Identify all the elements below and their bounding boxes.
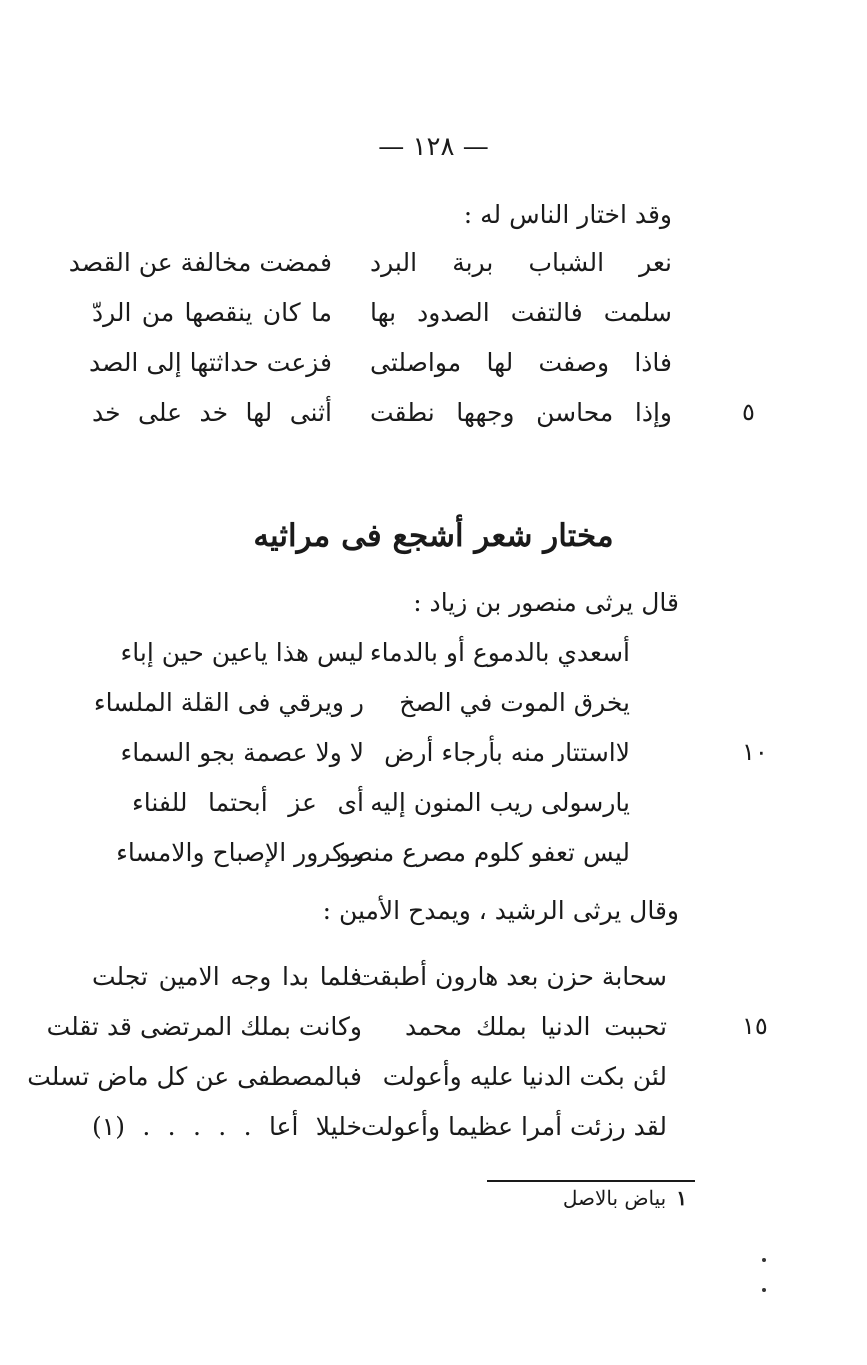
- line-number: ١٥: [742, 1012, 768, 1040]
- margin-dot: [762, 1288, 766, 1292]
- verse-second-hemistich: فبالمصطفى عن كل ماض تسلت: [27, 1062, 362, 1091]
- verse-line: [0, 738, 867, 788]
- verse-second-hemistich: فزعت حداثتها إلى الصد: [89, 348, 332, 377]
- verse-second-hemistich: ر كرور الإصباح والامساء: [116, 838, 364, 867]
- verse-second-hemistich: ليس هذا ياعين حين إباء: [120, 638, 364, 667]
- verse-second-hemistich: وكانت بملك المرتضى قد تقلت: [46, 1012, 362, 1041]
- verse-second-hemistich: أى عز أبحتما للفناء: [132, 788, 364, 817]
- verse-line: [0, 688, 867, 738]
- verse-first-hemistich: يخرق الموت في الصخ: [399, 688, 630, 717]
- verse-first-hemistich: يارسولى ريب المنون إليه: [370, 788, 630, 817]
- page-number: — ١٢٨ —: [378, 132, 489, 162]
- intro-line-3: وقال يرثى الرشيد ، ويمدح الأمين :: [322, 896, 679, 925]
- verse-line: [0, 788, 867, 838]
- verse-line: [0, 348, 867, 398]
- verse-second-hemistich: خليلا أعا . . . . . (١): [92, 1112, 362, 1141]
- verse-second-hemistich: لا ولا عصمة بجو السماء: [120, 738, 364, 767]
- verse-first-hemistich: نعر الشباب بربة البرد: [370, 248, 672, 277]
- verse-second-hemistich: فلما بدا وجه الامين تجلت: [92, 962, 362, 991]
- verse-first-hemistich: وإذا محاسن وجهها نطقت: [370, 398, 672, 427]
- verse-first-hemistich: لااستتار منه بأرجاء أرض: [384, 738, 630, 767]
- footnote-number: ١: [676, 1186, 687, 1210]
- verse-line: [0, 1012, 867, 1062]
- verse-line: [0, 1062, 867, 1112]
- verse-first-hemistich: لئن بكت الدنيا عليه وأعولت: [382, 1062, 667, 1091]
- margin-dot: [762, 1258, 766, 1262]
- verse-first-hemistich: سلمت فالتفت الصدود بها: [370, 298, 672, 327]
- footnote-text: بياض بالاصل: [562, 1186, 667, 1210]
- verse-line: [0, 248, 867, 298]
- section-title: مختار شعر أشجع فى مراثيه: [253, 518, 614, 554]
- verse-line: [0, 298, 867, 348]
- footnote-divider: [487, 1180, 695, 1182]
- verse-first-hemistich: أسعدي بالدموع أو بالدماء: [369, 638, 630, 667]
- verse-second-hemistich: فمضت مخالفة عن القصد: [68, 248, 332, 277]
- verse-first-hemistich: ليس تعفو كلوم مصرع منصو: [338, 838, 630, 867]
- verse-first-hemistich: تحببت الدنيا بملك محمد: [405, 1012, 667, 1041]
- verse-second-hemistich: أثنى لها خد على خد: [92, 398, 332, 427]
- verse-first-hemistich: فاذا وصفت لها مواصلتى: [370, 348, 672, 377]
- intro-line-1: وقد اختار الناس له :: [463, 200, 672, 229]
- verse-first-hemistich: سحابة حزن بعد هارون أطبقت: [355, 962, 667, 991]
- verse-second-hemistich: ر ويرقي فى القلة الملساء: [93, 688, 364, 717]
- verse-first-hemistich: لقد رزئت أمرا عظيما وأعولت: [361, 1112, 667, 1141]
- line-number: ٥: [742, 398, 755, 426]
- verse-line: [0, 1112, 867, 1162]
- verse-second-hemistich: ما كان ينقصها من الردّ: [92, 298, 332, 327]
- verse-line: [0, 962, 867, 1012]
- intro-line-2: قال يرثى منصور بن زياد :: [413, 588, 679, 617]
- verse-line: [0, 398, 867, 448]
- verse-line: [0, 638, 867, 688]
- footnote: [563, 1186, 687, 1210]
- line-number: ١٠: [742, 738, 768, 766]
- verse-line: [0, 838, 867, 888]
